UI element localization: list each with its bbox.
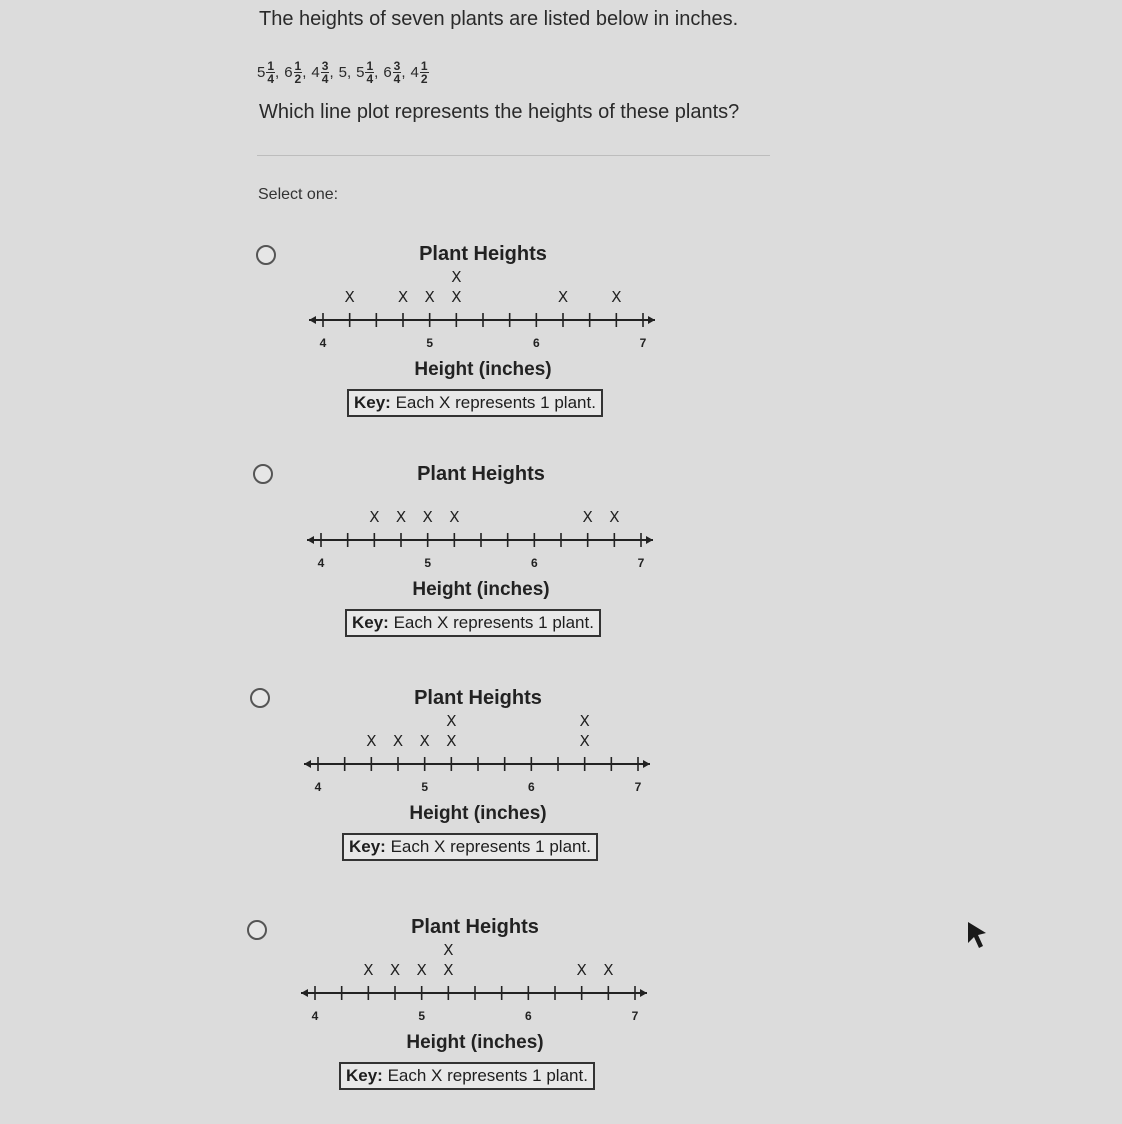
divider [257,155,770,156]
fraction-numerator: 1 [267,59,275,73]
x-axis-label: Height (inches) [406,1032,544,1053]
x-mark: X [449,508,460,526]
option-1-radio[interactable] [256,245,276,265]
x-mark: X [609,508,620,526]
comma-separator: , [302,64,307,81]
option-3-line-plot [300,682,660,872]
comma-separator: , [275,64,280,81]
x-mark: X [419,732,430,750]
x-mark: X [579,732,590,750]
x-axis-label: Height (inches) [412,579,550,600]
fraction-numerator: 1 [294,59,302,73]
key-label: Key: [346,1066,383,1085]
plot-key-box [347,389,603,417]
tick-label: 5 [426,336,434,350]
tick-label: 4 [314,780,322,794]
fraction-denominator: 4 [267,72,275,86]
fraction-denominator: 4 [366,72,374,86]
plot-title: Plant Heights [419,243,547,265]
height-value [356,60,374,85]
height-value [311,60,329,85]
height-fraction [420,60,429,85]
x-mark: X [344,288,355,306]
heights-list [257,60,429,85]
tick-label: 7 [634,780,642,794]
height-fraction [321,60,330,85]
key-label: Key: [352,613,389,632]
height-fraction [365,60,374,85]
tick-label: 5 [418,1009,426,1023]
key-text: Each X represents 1 plant. [382,1066,588,1085]
height-whole: 4 [410,64,419,81]
height-whole: 5 [257,64,266,81]
x-mark: X [395,508,407,526]
comma-separator: , [374,64,379,81]
tick-label: 4 [319,336,327,350]
tick-label: 6 [532,336,540,350]
option-2-radio[interactable] [253,464,273,484]
x-mark: X [611,288,622,306]
x-mark: X [443,961,454,979]
option-2-line-plot [303,458,663,648]
axis-arrow-left-icon [304,760,311,768]
height-value [411,60,429,85]
select-one-label: Select one: [258,186,339,203]
plot-key-box [342,833,598,861]
x-mark: X [576,961,587,979]
comma-separator: , [329,64,334,81]
x-axis-label: Height (inches) [409,803,547,824]
tick-label: 7 [639,336,647,350]
plot-title: Plant Heights [411,916,539,938]
comma-separator: , [401,64,406,81]
x-mark: X [366,732,377,750]
fraction-denominator: 2 [294,72,302,86]
x-axis-label: Height (inches) [414,359,552,380]
x-mark: X [446,712,457,730]
axis-arrow-right-icon [643,760,650,768]
x-mark: X [603,961,614,979]
option-4-radio[interactable] [247,920,267,940]
height-value [339,64,347,81]
axis-arrow-right-icon [640,989,647,997]
option-3-radio[interactable] [250,688,270,708]
tick-label: 7 [631,1009,639,1023]
plot-key-box [345,609,601,637]
fraction-denominator: 2 [420,72,428,86]
x-mark: X [446,732,457,750]
question-text: The heights of seven plants are listed below in inches. [259,8,739,30]
plot-title: Plant Heights [417,463,545,485]
x-mark: X [369,508,380,526]
x-mark: X [424,288,435,306]
height-fraction [294,60,303,85]
line-plot-svg [300,682,660,824]
key-label: Key: [354,393,391,412]
axis-arrow-right-icon [646,536,653,544]
question-prompt: Which line plot represents the heights of these plants? [259,101,740,123]
plot-title: Plant Heights [414,687,542,709]
tick-label: 6 [527,780,535,794]
x-mark: X [389,961,401,979]
line-plot-svg [303,458,663,600]
fraction-numerator: 3 [393,59,401,73]
plot-key-box [339,1062,595,1090]
height-fraction [266,60,275,85]
fraction-numerator: 3 [321,59,329,73]
fraction-numerator: 1 [366,59,374,73]
fraction-numerator: 1 [420,59,428,73]
x-mark: X [557,288,569,306]
option-1-line-plot [305,238,665,428]
axis-arrow-left-icon [301,989,308,997]
x-mark: X [582,508,593,526]
x-mark: X [397,288,409,306]
key-text: Each X represents 1 plant. [385,837,591,856]
tick-label: 6 [530,556,538,570]
tick-label: 7 [637,556,645,570]
tick-label: 5 [421,780,429,794]
height-whole: 4 [311,64,320,81]
height-value [383,60,401,85]
height-whole: 5 [338,64,347,81]
height-whole: 5 [356,64,365,81]
axis-arrow-left-icon [309,316,316,324]
x-mark: X [416,961,427,979]
tick-label: 4 [317,556,325,570]
height-whole: 6 [383,64,392,81]
axis-arrow-left-icon [307,536,314,544]
option-4-line-plot [297,911,657,1101]
axis-arrow-right-icon [648,316,655,324]
key-text: Each X represents 1 plant. [390,393,596,412]
key-label: Key: [349,837,386,856]
height-value [257,60,275,85]
x-mark: X [363,961,374,979]
fraction-denominator: 4 [393,72,401,86]
tick-label: 6 [524,1009,532,1023]
x-mark: X [422,508,433,526]
line-plot-svg [305,238,665,380]
tick-label: 5 [424,556,432,570]
height-whole: 6 [284,64,293,81]
x-mark: X [451,268,462,286]
line-plot-svg [297,911,657,1053]
fraction-denominator: 4 [321,72,329,86]
x-mark: X [451,288,462,306]
x-mark: X [579,712,590,730]
comma-separator: , [346,64,352,81]
key-text: Each X represents 1 plant. [388,613,594,632]
height-fraction [393,60,402,85]
mouse-cursor-icon [965,920,989,950]
tick-label: 4 [311,1009,319,1023]
x-mark: X [443,941,454,959]
height-value [284,60,302,85]
x-mark: X [392,732,404,750]
